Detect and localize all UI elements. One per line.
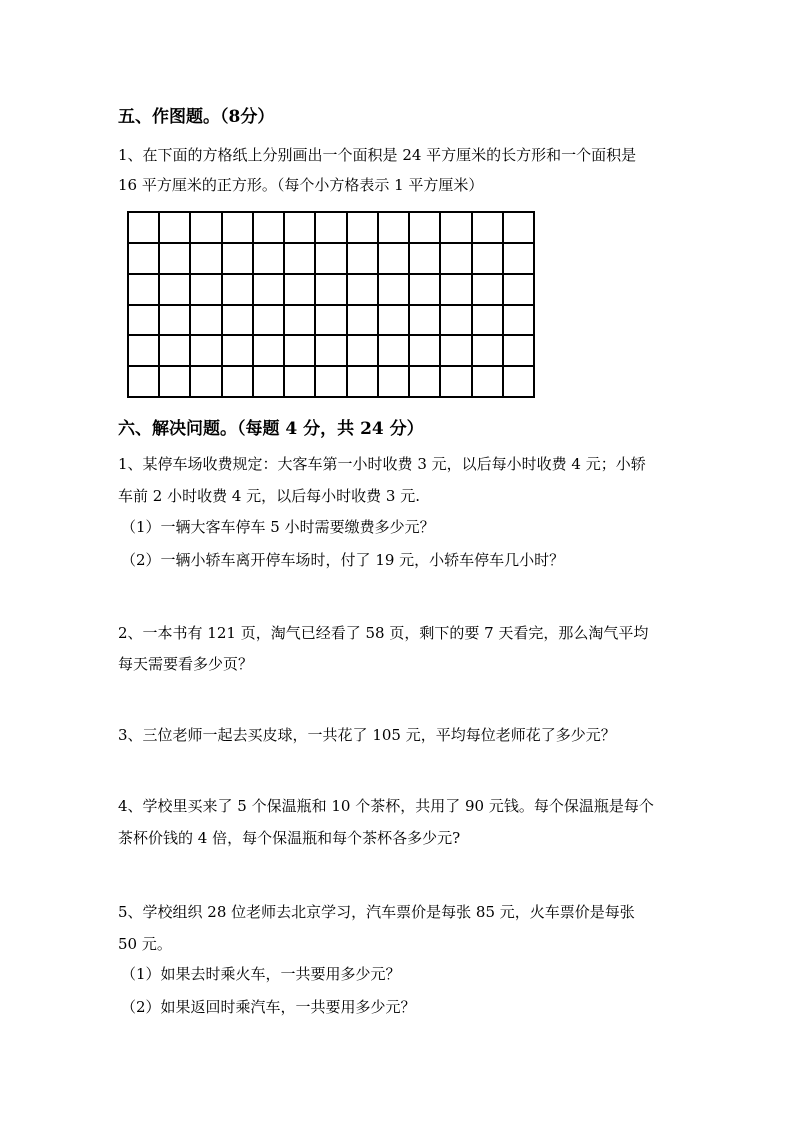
grid-cell[interactable] <box>316 336 347 367</box>
s6-question-3-line-1: 3、三位老师一起去买皮球，一共花了 105 元，平均每位老师花了多少元？ <box>118 726 616 744</box>
grid-cell[interactable] <box>223 213 254 244</box>
grid-cell[interactable] <box>316 275 347 306</box>
section-6-heading: 六、解决问题。（每题 4 分，共 24 分） <box>118 419 424 439</box>
s6-question-5-sub-1: （1）如果去时乘火车，一共要用多少元？ <box>121 965 401 983</box>
grid-cell[interactable] <box>285 275 316 306</box>
grid-cell[interactable] <box>254 244 285 275</box>
grid-cell[interactable] <box>348 275 379 306</box>
grid-cell[interactable] <box>379 213 410 244</box>
grid-cell[interactable] <box>504 306 535 337</box>
grid-cell[interactable] <box>504 244 535 275</box>
graph-paper-grid[interactable] <box>127 211 535 398</box>
grid-cell[interactable] <box>191 367 222 398</box>
grid-cell[interactable] <box>191 244 222 275</box>
grid-cell[interactable] <box>285 367 316 398</box>
grid-cell[interactable] <box>379 306 410 337</box>
grid-cell[interactable] <box>473 213 504 244</box>
grid-cell[interactable] <box>441 306 472 337</box>
grid-cell[interactable] <box>348 336 379 367</box>
grid-cell[interactable] <box>129 275 160 306</box>
grid-cell[interactable] <box>410 213 441 244</box>
grid-cell[interactable] <box>160 244 191 275</box>
grid-cell[interactable] <box>285 213 316 244</box>
grid-cell[interactable] <box>379 336 410 367</box>
s6-question-4-line-2: 茶杯价钱的 4 倍，每个保温瓶和每个茶杯各多少元? <box>118 829 461 847</box>
grid-cell[interactable] <box>254 275 285 306</box>
grid-cell[interactable] <box>223 336 254 367</box>
grid-cell[interactable] <box>316 306 347 337</box>
grid-cell[interactable] <box>223 275 254 306</box>
grid-cell[interactable] <box>129 336 160 367</box>
grid-cell[interactable] <box>160 336 191 367</box>
grid-cell[interactable] <box>441 367 472 398</box>
grid-cell[interactable] <box>410 306 441 337</box>
grid-cell[interactable] <box>160 367 191 398</box>
grid-cell[interactable] <box>410 244 441 275</box>
grid-cell[interactable] <box>441 213 472 244</box>
grid-cell[interactable] <box>285 244 316 275</box>
s6-question-5-line-2: 50 元。 <box>118 935 172 953</box>
grid-cell[interactable] <box>160 275 191 306</box>
s5-question-1-line-1: 1、在下面的方格纸上分别画出一个面积是 24 平方厘米的长方形和一个面积是 <box>118 146 637 164</box>
s6-question-4-line-1: 4、学校里买来了 5 个保温瓶和 10 个茶杯，共用了 90 元钱。每个保温瓶是每个 <box>118 797 654 815</box>
grid-cell[interactable] <box>348 306 379 337</box>
s5-question-1-line-2: 16 平方厘米的正方形。（每个小方格表示 1 平方厘米） <box>118 176 484 194</box>
grid-cell[interactable] <box>129 367 160 398</box>
s6-question-1-line-1: 1、某停车场收费规定：大客车第一小时收费 3 元，以后每小时收费 4 元；小轿 <box>118 455 646 473</box>
grid-cell[interactable] <box>441 336 472 367</box>
grid-cell[interactable] <box>316 213 347 244</box>
grid-cell[interactable] <box>223 306 254 337</box>
grid-cell[interactable] <box>473 367 504 398</box>
grid-cell[interactable] <box>348 244 379 275</box>
grid-cell[interactable] <box>504 367 535 398</box>
s6-question-2-line-2: 每天需要看多少页？ <box>118 655 254 673</box>
grid-cell[interactable] <box>191 275 222 306</box>
grid-cell[interactable] <box>473 306 504 337</box>
grid-cell[interactable] <box>285 306 316 337</box>
grid-cell[interactable] <box>254 336 285 367</box>
grid-cell[interactable] <box>348 367 379 398</box>
grid-cell[interactable] <box>160 213 191 244</box>
grid-cell[interactable] <box>473 275 504 306</box>
grid-cell[interactable] <box>410 336 441 367</box>
grid-cell[interactable] <box>191 306 222 337</box>
grid-cell[interactable] <box>254 367 285 398</box>
grid-cell[interactable] <box>441 275 472 306</box>
grid-cell[interactable] <box>410 367 441 398</box>
grid-cell[interactable] <box>473 244 504 275</box>
s6-question-5-line-1: 5、学校组织 28 位老师去北京学习，汽车票价是每张 85 元，火车票价是每张 <box>118 903 635 921</box>
grid-cell[interactable] <box>348 213 379 244</box>
grid-cell[interactable] <box>191 336 222 367</box>
grid-cell[interactable] <box>191 213 222 244</box>
grid-cell[interactable] <box>160 306 191 337</box>
grid-cell[interactable] <box>410 275 441 306</box>
grid-cell[interactable] <box>254 306 285 337</box>
s6-question-1-sub-1: （1）一辆大客车停车 5 小时需要缴费多少元？ <box>121 518 435 536</box>
grid-cell[interactable] <box>316 244 347 275</box>
s6-question-2-line-1: 2、一本书有 121 页，淘气已经看了 58 页，剩下的要 7 天看完，那么淘气平均 <box>118 624 649 642</box>
grid-cell[interactable] <box>129 306 160 337</box>
grid-cell[interactable] <box>223 244 254 275</box>
grid-cell[interactable] <box>441 244 472 275</box>
grid-cell[interactable] <box>129 244 160 275</box>
s6-question-5-sub-2: （2）如果返回时乘汽车，一共要用多少元？ <box>121 998 416 1016</box>
grid-cell[interactable] <box>504 336 535 367</box>
grid-cell[interactable] <box>129 213 160 244</box>
grid-cell[interactable] <box>254 213 285 244</box>
grid-cell[interactable] <box>504 275 535 306</box>
grid-cell[interactable] <box>473 336 504 367</box>
s6-question-1-line-2: 车前 2 小时收费 4 元，以后每小时收费 3 元. <box>118 487 421 505</box>
grid-cell[interactable] <box>504 213 535 244</box>
grid-cell[interactable] <box>379 244 410 275</box>
grid-cell[interactable] <box>379 367 410 398</box>
grid-cell[interactable] <box>223 367 254 398</box>
grid-cell[interactable] <box>379 275 410 306</box>
s6-question-1-sub-2: （2）一辆小轿车离开停车场时，付了 19 元，小轿车停车几小时？ <box>121 551 565 569</box>
grid-cell[interactable] <box>316 367 347 398</box>
grid-cell[interactable] <box>285 336 316 367</box>
section-5-heading: 五、作图题。（8分） <box>118 107 275 127</box>
